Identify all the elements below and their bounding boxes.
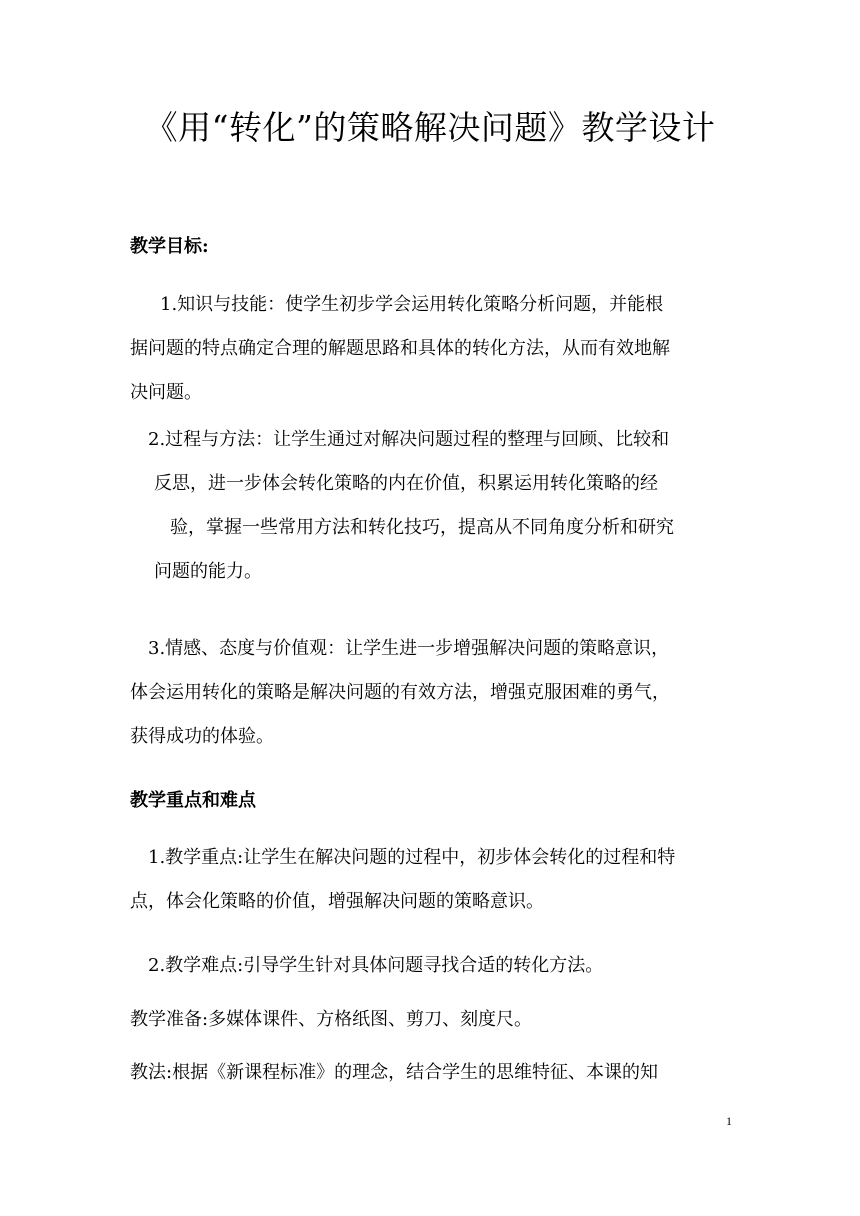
objective-2-line: 反思，进一步体会转化策略的内在价值，积累运用转化策略的经	[154, 473, 658, 494]
preparation-line: 教学准备:多媒体课件、方格纸图、剪刀、刻度尺。	[130, 1009, 533, 1030]
objective-3-paragraph	[130, 627, 730, 759]
document-title: 《用“转化”的策略解决问题》教学设计	[144, 108, 716, 147]
key-point-1-line: 点，体会化策略的价值，增强解决问题的策略意识。	[130, 891, 544, 912]
method-line: 教法:根据《新课程标准》的理念，结合学生的思维特征、本课的知	[130, 1062, 659, 1083]
method-paragraph	[130, 1051, 730, 1095]
objective-2-paragraph	[148, 418, 730, 594]
key-points-heading: 教学重点和难点	[130, 790, 256, 811]
key-point-2-line: 2.教学难点:引导学生针对具体问题寻找合适的转化方法。	[148, 955, 604, 976]
objective-1-line: 决问题。	[130, 382, 202, 403]
objective-3-line: 获得成功的体验。	[130, 726, 274, 747]
page-number: 1	[726, 1114, 732, 1128]
objective-1-line: 1.知识与技能：使学生初步学会运用转化策略分析问题，并能根	[160, 294, 664, 315]
objective-2-line: 问题的能力。	[154, 561, 262, 582]
objective-3-line: 3.情感、态度与价值观：让学生进一步增强解决问题的策略意识，	[148, 638, 670, 659]
objective-1-paragraph	[130, 283, 730, 415]
objective-2-line: 2.过程与方法：让学生通过对解决问题过程的整理与回顾、比较和	[148, 429, 670, 450]
objectives-heading: 教学目标:	[130, 236, 209, 257]
objective-3-line: 体会运用转化的策略是解决问题的有效方法，增强克服困难的勇气，	[130, 682, 670, 703]
objective-1-line: 据问题的特点确定合理的解题思路和具体的转化方法，从而有效地解	[130, 338, 670, 359]
objective-2-line: 验，掌握一些常用方法和转化技巧，提高从不同角度分析和研究	[170, 517, 674, 538]
key-point-1-paragraph	[130, 836, 730, 924]
key-point-1-line: 1.教学重点:让学生在解决问题的过程中，初步体会转化的过程和特	[148, 847, 676, 868]
preparation-paragraph	[130, 998, 730, 1042]
key-point-2-paragraph	[148, 944, 730, 988]
